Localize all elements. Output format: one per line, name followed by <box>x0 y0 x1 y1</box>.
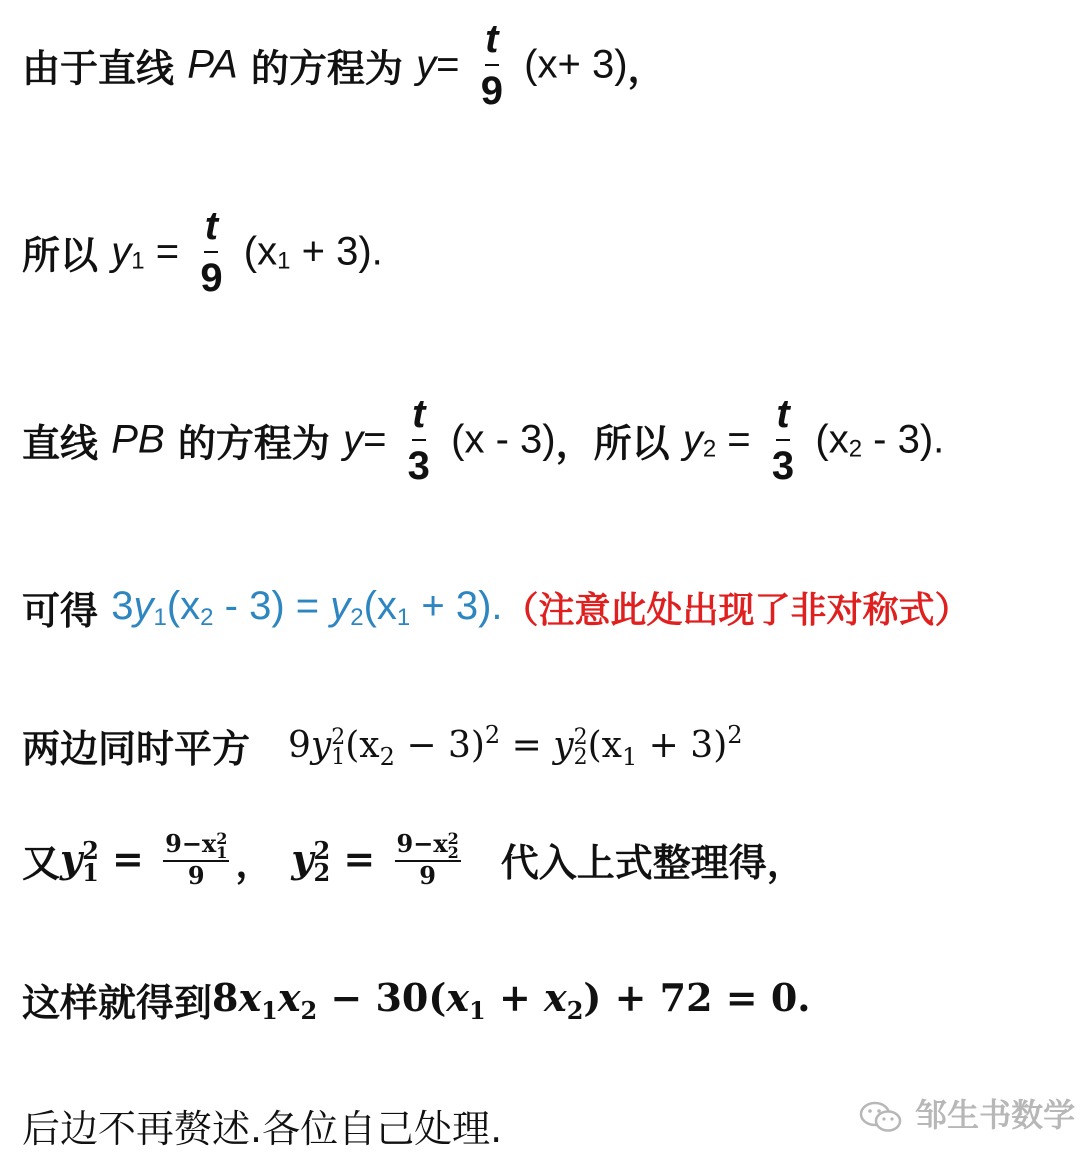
equals2: = <box>716 417 751 462</box>
line7-text: 这样就得到 <box>22 981 213 1025</box>
frac-den: 9 <box>480 69 503 113</box>
frac-num: t <box>412 392 426 436</box>
sup: 2 <box>216 828 228 848</box>
eq-tail: + 3). <box>410 583 503 628</box>
squared-equation <box>288 720 743 771</box>
frac-den: 9 <box>419 860 436 890</box>
y2-squared <box>291 835 389 887</box>
lhs-y: y <box>343 417 364 462</box>
rhs-tail: + 3). <box>290 229 383 274</box>
line5-text: 两边同时平方 <box>22 727 251 771</box>
comma: ， <box>627 46 666 91</box>
sub-2: 2 <box>702 435 717 463</box>
comma: ， <box>235 841 274 886</box>
line-1 <box>22 18 666 112</box>
sub-2: 2 <box>200 603 214 631</box>
fraction-t-3 <box>408 393 430 487</box>
equals: = <box>363 417 387 462</box>
sub-2: 2 <box>350 603 364 631</box>
sub-2: 2 <box>379 742 395 771</box>
line4-text: 可得 <box>22 589 112 633</box>
var-y: y <box>330 583 351 628</box>
frac-bar <box>776 439 790 441</box>
coef-8: 8 <box>212 974 239 1020</box>
supsub <box>573 724 588 770</box>
supsub <box>313 836 331 887</box>
line-2 <box>22 205 383 299</box>
var-y: y <box>310 724 332 766</box>
red-note: （注意此处出现了非对称式） <box>502 590 971 631</box>
line-5 <box>22 718 743 773</box>
frac-den: 9 <box>187 860 205 890</box>
minus-3: − 3) <box>394 724 485 766</box>
sup-2: 2 <box>484 720 501 749</box>
coef-9: 9 <box>288 724 311 766</box>
sub-1: 1 <box>261 995 278 1025</box>
equals: = <box>436 42 460 87</box>
line-8 <box>22 1098 502 1153</box>
line2-text: 所以 <box>22 233 112 278</box>
paren-x: (x <box>363 583 397 628</box>
var-x: x <box>446 974 470 1020</box>
sub: 2 <box>447 842 459 862</box>
coef-3: 3 <box>111 583 134 628</box>
rhs2-tail: - 3). <box>862 417 945 462</box>
var-y: y <box>133 583 154 628</box>
line6-text2: 代入上式整理得， <box>500 841 805 886</box>
watermark-text: 邹生书数学 <box>915 1096 1076 1134</box>
eq-tail: ) + 72 = 0. <box>583 974 811 1020</box>
plus-3: + 3) <box>637 724 728 766</box>
rhs-open: (x <box>243 229 278 274</box>
supsub <box>447 828 459 862</box>
var-x: x <box>544 974 567 1020</box>
lhs-y: y <box>111 229 132 274</box>
frac-num: t <box>204 204 219 248</box>
supsub <box>216 828 228 862</box>
line1-text2: 的方程为 <box>237 46 417 91</box>
fraction-2 <box>395 830 461 890</box>
var-pb: PB <box>111 417 165 462</box>
num-text: 9−x <box>396 829 448 858</box>
sub-2: 2 <box>848 435 863 463</box>
fraction-t-3-second <box>772 393 794 487</box>
fraction-t-9 <box>481 18 503 112</box>
fraction-t-9 <box>200 205 222 299</box>
equals: = <box>330 835 389 881</box>
sub: 1 <box>216 842 228 862</box>
fraction-1 <box>163 830 229 890</box>
var-pa: PA <box>187 42 238 87</box>
paren-x: (x <box>587 724 622 766</box>
line1-text: 由于直线 <box>22 46 188 91</box>
sup-2: 2 <box>82 836 99 865</box>
sub-1: 1 <box>396 603 411 631</box>
line3-text: 直线 <box>22 421 112 466</box>
line-7 <box>22 972 811 1027</box>
blue-equation <box>111 583 503 631</box>
line3-text2: 的方程为 <box>164 421 344 466</box>
lhs2-y: y <box>682 417 703 462</box>
frac-den: 3 <box>771 444 795 488</box>
supsub <box>331 724 346 770</box>
y1-squared <box>60 835 158 887</box>
final-equation <box>212 974 811 1025</box>
rhs: (x - 3) <box>451 417 556 462</box>
sub-2: 2 <box>566 995 584 1025</box>
var-y: y <box>60 835 83 881</box>
line-6 <box>22 830 805 890</box>
eq-mid: - 3) = <box>213 583 331 628</box>
sub-2: 2 <box>313 858 331 887</box>
sub-1: 1 <box>469 995 486 1025</box>
equals: = <box>500 724 554 766</box>
watermark <box>858 1090 1075 1136</box>
minus-30: − 30( <box>317 974 447 1020</box>
frac-bar <box>485 64 499 66</box>
var-y: y <box>553 724 574 766</box>
frac-bar <box>412 439 426 441</box>
line3-mid: ，所以 <box>555 421 683 466</box>
sup-2: 2 <box>573 724 588 750</box>
frac-num: t <box>485 17 499 61</box>
sub-1: 1 <box>331 744 346 770</box>
sup-2: 2 <box>313 836 331 865</box>
sub-1: 1 <box>131 247 145 275</box>
frac-bar <box>204 251 218 253</box>
sub-1: 1 <box>153 603 167 631</box>
frac-num: t <box>776 392 790 436</box>
sup-2: 2 <box>727 720 743 749</box>
line6-text: 又 <box>22 841 61 886</box>
equals: = <box>98 835 158 881</box>
frac-num <box>163 830 229 862</box>
sub-2: 2 <box>573 744 588 770</box>
sub-1: 1 <box>277 247 291 275</box>
lhs-y: y <box>416 42 437 87</box>
paren-x: (x <box>345 724 380 766</box>
plus: + <box>485 974 545 1020</box>
sup-2: 2 <box>331 724 346 750</box>
var-y: y <box>291 835 314 881</box>
sub-1: 1 <box>621 742 638 771</box>
line8-text: 后边不再赘述.各位自己处理. <box>22 1107 503 1151</box>
equals: = <box>144 229 180 274</box>
rhs: (x+ 3) <box>524 42 628 87</box>
frac-den: 3 <box>407 444 430 488</box>
wechat-icon <box>858 1100 904 1134</box>
var-x: x <box>238 974 262 1020</box>
line-4 <box>22 580 971 635</box>
frac-den: 9 <box>200 256 223 300</box>
supsub <box>82 836 99 887</box>
var-x: x <box>277 974 301 1020</box>
rhs2-open: (x <box>815 417 849 462</box>
num-text: 9−x <box>165 829 217 858</box>
frac-num <box>395 830 461 862</box>
line-3 <box>22 393 944 487</box>
paren-x: (x <box>166 583 201 628</box>
sub-2: 2 <box>300 995 318 1025</box>
sup: 2 <box>447 828 459 848</box>
sub-1: 1 <box>82 858 99 887</box>
